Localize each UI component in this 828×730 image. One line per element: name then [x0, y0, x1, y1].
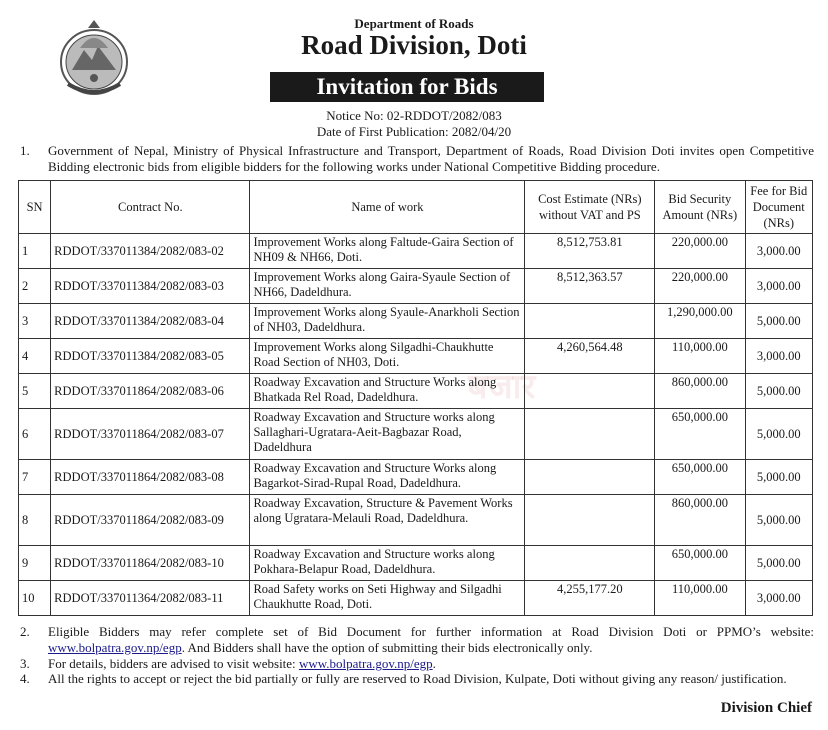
- cell-sn: 7: [19, 460, 51, 495]
- cell-work: Improvement Works along Faltude-Gaira Section of NH09 & NH66, Doti.: [250, 234, 525, 269]
- cell-fee: 3,000.00: [745, 581, 813, 616]
- table-row: [19, 234, 813, 269]
- note-3-text-a: For details, bidders are advised to visit website:: [48, 656, 296, 671]
- cell-fee: 5,000.00: [745, 495, 813, 546]
- cell-fee: 3,000.00: [745, 234, 813, 269]
- bolpatra-link[interactable]: www.bolpatra.gov.np/egp: [48, 640, 182, 655]
- cell-contract: RDDOT/337011864/2082/083-06: [51, 374, 250, 409]
- cell-sn: 2: [19, 269, 51, 304]
- cell-fee: 5,000.00: [745, 546, 813, 581]
- header-contract: Contract No.: [51, 181, 250, 234]
- header-sn: SN: [19, 181, 51, 234]
- table-row: [19, 460, 813, 495]
- cell-contract: RDDOT/337011864/2082/083-08: [51, 460, 250, 495]
- cell-contract: RDDOT/337011384/2082/083-04: [51, 304, 250, 339]
- bids-table: [18, 180, 813, 616]
- cell-contract: RDDOT/337011364/2082/083-11: [51, 581, 250, 616]
- note-2-text: [48, 624, 814, 656]
- cell-work: Improvement Works along Gaira-Syaule Section of NH66, Dadeldhura.: [250, 269, 525, 304]
- division-name: Road Division, Doti: [301, 30, 527, 60]
- cell-security: 220,000.00: [655, 234, 745, 269]
- note-3-text: [48, 656, 814, 672]
- table-header-row: [19, 181, 813, 234]
- note-4-number: 4.: [20, 671, 30, 686]
- note-4: [20, 671, 814, 687]
- cell-sn: 3: [19, 304, 51, 339]
- table-row: [19, 304, 813, 339]
- cell-sn: 4: [19, 339, 51, 374]
- cell-fee: 5,000.00: [745, 460, 813, 495]
- header-security: Bid Security Amount (NRs): [655, 181, 745, 234]
- cell-contract: RDDOT/337011384/2082/083-03: [51, 269, 250, 304]
- cell-sn: 5: [19, 374, 51, 409]
- cell-sn: 1: [19, 234, 51, 269]
- cell-work: Improvement Works along Silgadhi-Chaukhutte Road Section of NH03, Doti.: [250, 339, 525, 374]
- cell-cost: [525, 409, 655, 460]
- cell-contract: RDDOT/337011864/2082/083-09: [51, 495, 250, 546]
- cell-security: 860,000.00: [655, 374, 745, 409]
- department-name: Department of Roads: [354, 16, 474, 31]
- cell-sn: 8: [19, 495, 51, 546]
- cell-fee: 3,000.00: [745, 269, 813, 304]
- cell-cost: [525, 546, 655, 581]
- intro-text: Government of Nepal, Ministry of Physical Infrastructure and Transport, Department of Roads, Road Division Doti invites open Competitive Bidding electronic bids from eligible bidders for the following works under National Competitive Bidding procedure.: [48, 143, 814, 174]
- cell-cost: 4,255,177.20: [525, 581, 655, 616]
- table-row: [19, 581, 813, 616]
- cell-contract: RDDOT/337011384/2082/083-02: [51, 234, 250, 269]
- cell-cost: [525, 460, 655, 495]
- table-row: [19, 409, 813, 460]
- publication-date: Date of First Publication: 2082/04/20: [316, 124, 512, 139]
- cell-cost: 4,260,564.48: [525, 339, 655, 374]
- note-2-text-b: . And Bidders shall have the option of submitting their bids electronically only.: [181, 640, 593, 655]
- note-3: [20, 656, 814, 672]
- cell-fee: 5,000.00: [745, 374, 813, 409]
- signature-title: Division Chief: [720, 700, 812, 716]
- cell-cost: [525, 374, 655, 409]
- notice-block: [0, 108, 828, 140]
- cell-security: 1,290,000.00: [655, 304, 745, 339]
- cell-work: Roadway Excavation and Structure Works along Bagarkot-Sirad-Rupal Road, Dadeldhura.: [250, 460, 525, 495]
- cell-fee: 5,000.00: [745, 409, 813, 460]
- table-row: [19, 374, 813, 409]
- cell-work: Roadway Excavation and Structure works along Sallaghari-Ugratara-Aeit-Bagbazar Road, Dadeldhura: [250, 409, 525, 460]
- bolpatra-link-2[interactable]: www.bolpatra.gov.np/egp: [298, 656, 433, 671]
- cell-work: Roadway Excavation, Structure & Pavement Works along Ugratara-Melauli Road, Dadeldhura.: [250, 495, 525, 546]
- cell-fee: 5,000.00: [745, 304, 813, 339]
- page-title: Invitation for Bids: [270, 72, 544, 102]
- cell-work: Road Safety works on Seti Highway and Silgadhi Chaukhutte Road, Doti.: [250, 581, 525, 616]
- cell-sn: 10: [19, 581, 51, 616]
- note-4-text: All the rights to accept or reject the bid partially or fully are reserved to Road Division, Kulpate, Doti without giving any reason/ justification.: [48, 671, 787, 686]
- cell-contract: RDDOT/337011864/2082/083-10: [51, 546, 250, 581]
- cell-contract: RDDOT/337011384/2082/083-05: [51, 339, 250, 374]
- cell-fee: 3,000.00: [745, 339, 813, 374]
- cell-security: 860,000.00: [655, 495, 745, 546]
- note-3-text-b: .: [432, 656, 436, 671]
- cell-security: 110,000.00: [655, 339, 745, 374]
- cell-contract: RDDOT/337011864/2082/083-07: [51, 409, 250, 460]
- table-row: [19, 495, 813, 546]
- cell-sn: 6: [19, 409, 51, 460]
- header-work: Name of work: [250, 181, 525, 234]
- cell-cost: 8,512,363.57: [525, 269, 655, 304]
- table-row: [19, 269, 813, 304]
- cell-work: Roadway Excavation and Structure Works along Bhatkada Rel Road, Dadeldhura.: [250, 374, 525, 409]
- note-2-number: 2.: [20, 624, 30, 639]
- note-3-number: 3.: [20, 656, 30, 671]
- intro-number: 1.: [20, 143, 30, 158]
- cell-security: 110,000.00: [655, 581, 745, 616]
- notice-number: Notice No: 02-RDDOT/2082/083: [326, 108, 502, 123]
- table-row: [19, 339, 813, 374]
- table-row: [19, 546, 813, 581]
- header-cost: Cost Estimate (NRs) without VAT and PS: [525, 181, 655, 234]
- cell-security: 650,000.00: [655, 546, 745, 581]
- cell-security: 650,000.00: [655, 409, 745, 460]
- watermark: बजार: [468, 369, 536, 406]
- cell-work: Improvement Works along Syaule-Anarkholi Section of NH03, Dadeldhura.: [250, 304, 525, 339]
- note-2-text-a: Eligible Bidders may refer complete set of Bid Document for further information at Road Division Doti or PPMO’s website:: [48, 624, 814, 639]
- cell-cost: [525, 495, 655, 546]
- cell-sn: 9: [19, 546, 51, 581]
- intro-paragraph: [20, 143, 814, 175]
- cell-cost: [525, 304, 655, 339]
- header-fee: Fee for Bid Document (NRs): [745, 181, 813, 234]
- note-2: [20, 624, 814, 656]
- cell-work: Roadway Excavation and Structure works along Pokhara-Belapur Road, Dadeldhura.: [250, 546, 525, 581]
- cell-cost: 8,512,753.81: [525, 234, 655, 269]
- cell-security: 220,000.00: [655, 269, 745, 304]
- cell-security: 650,000.00: [655, 460, 745, 495]
